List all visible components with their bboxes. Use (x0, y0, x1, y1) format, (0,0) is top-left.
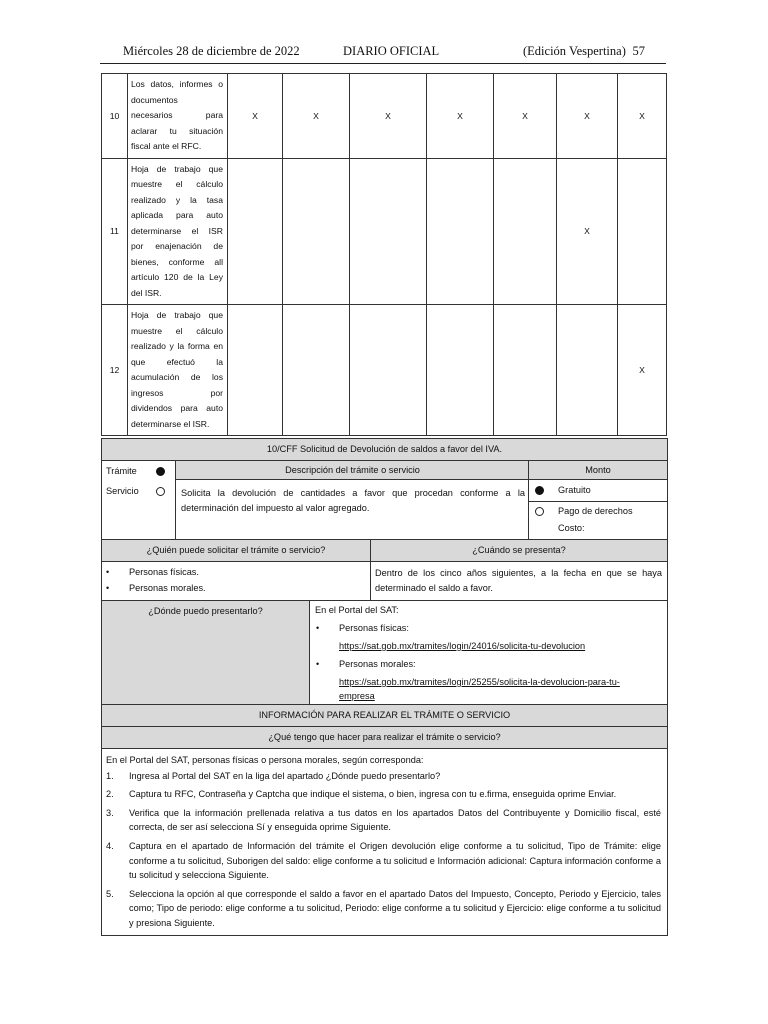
description-line: necesarios para (131, 110, 223, 120)
steps-list (102, 769, 661, 931)
description-line: por enajenación de (131, 241, 223, 251)
amount-cell (528, 461, 667, 539)
step-item (102, 887, 661, 931)
where-header: ¿Dónde puedo presentarlo? (102, 601, 309, 704)
header-title: DIARIO OFICIAL (343, 44, 440, 58)
who-item-morales: Personas morales. (129, 583, 206, 593)
description-line: Hoja de trabajo que (131, 310, 223, 320)
where-cell (309, 601, 667, 704)
description-line: determinarse el ISR (131, 225, 223, 236)
step-number: 4. (106, 840, 114, 851)
tramite-radio[interactable] (156, 467, 165, 476)
description-line: documentos (131, 94, 178, 105)
description-line: realizado y la tasa (131, 194, 223, 205)
description-line: del ISR. (131, 287, 162, 298)
mark-cell: X (283, 74, 350, 159)
description-line: Los datos, informes o (131, 79, 223, 89)
amount-header: Monto (529, 461, 667, 480)
page-header (123, 42, 645, 62)
type-row (102, 461, 667, 540)
mark-cell (228, 158, 283, 305)
where-morales-label: Personas morales: (339, 659, 416, 669)
row-number: 12 (102, 305, 128, 436)
step-item (102, 806, 661, 835)
description-line: fiscal ante el RFC. (131, 141, 202, 151)
servicio-radio[interactable] (156, 487, 165, 496)
description-line: bienes, conforme all (131, 256, 223, 267)
table-row (102, 74, 667, 159)
gratuito-label: Gratuito (558, 485, 591, 495)
where-fisicas-label: Personas físicas: (339, 623, 409, 633)
tramite-label: Trámite (106, 466, 137, 476)
step-item (102, 769, 661, 784)
description-line: que efectuó la (131, 356, 223, 367)
bullet-icon: • (106, 567, 110, 577)
when-text: Dentro de los cinco años siguientes, a la fecha en que se haya determinado el saldo a favor. (375, 568, 662, 593)
who-cell (102, 562, 370, 600)
bullet-icon: • (316, 659, 320, 669)
where-morales-link[interactable]: https://sat.gob.mx/tramites/login/25255/solicita-la-devolucion-para-tu- (339, 677, 620, 687)
info-header-row (102, 705, 667, 727)
gratuito-option[interactable] (529, 480, 667, 502)
mark-cell: X (618, 305, 667, 436)
type-cell (102, 461, 175, 539)
mark-cell: X (618, 74, 667, 159)
mark-cell (283, 305, 350, 436)
step-text: Selecciona la opción al que corresponde el saldo a favor en el apartado Datos del Impuesto, Concepto, Periodo y Ejercicio, tales como; Tipo de periodo: elige conforme a tu solicitud, Periodo: elige conforme a tu solicitud y Ejercicio: elige conforme a tu solicitud y presiona Siguiente. (129, 888, 661, 928)
row-description (128, 74, 228, 159)
mark-cell (350, 305, 427, 436)
when-header: ¿Cuándo se presenta? (370, 540, 667, 561)
description-line: ingresos por (131, 387, 223, 398)
what-header: ¿Qué tengo que hacer para realizar el trámite o servicio? (268, 732, 501, 742)
row-description (128, 305, 228, 436)
description-line: dividendos para auto (131, 403, 223, 413)
form-title: 10/CFF Solicitud de Devolución de saldos a favor del IVA. (266, 444, 503, 454)
where-morales-link-cont[interactable]: empresa (339, 691, 375, 701)
step-item (102, 839, 661, 883)
mark-cell (427, 158, 494, 305)
mark-cell (283, 158, 350, 305)
info-header: INFORMACIÓN PARA REALIZAR EL TRÁMITE O SERVICIO (258, 710, 511, 720)
description-header: Descripción del trámite o servicio (176, 461, 529, 480)
gratuito-radio[interactable] (535, 486, 544, 495)
step-text: Captura tu RFC, Contraseña y Captcha que indique el sistema, o bien, ingresa con tu e.firma, enseguida oprime Enviar. (129, 789, 617, 800)
row-number: 11 (102, 158, 128, 305)
description-line: acumulación de los (131, 372, 223, 382)
mark-cell (228, 305, 283, 436)
step-number: 5. (106, 888, 114, 899)
when-cell (370, 562, 667, 600)
step-number: 1. (106, 770, 114, 781)
header-edition: (Edición Vespertina) (523, 44, 626, 58)
bullet-icon: • (106, 583, 110, 593)
description-line: realizado y la forma en (131, 341, 223, 351)
header-date: Miércoles 28 de diciembre de 2022 (123, 44, 300, 58)
row-number: 10 (102, 74, 128, 159)
step-text: Verifica que la información prellenada relativa a tus datos en los apartados Datos del Contribuyente y Domicilio fiscal, esté correcta, de ser así selecciona Sí y enseguida oprime Siguiente. (129, 807, 661, 833)
mark-cell (618, 158, 667, 305)
description-line: Hoja de trabajo que (131, 163, 223, 174)
header-rule (100, 63, 666, 64)
table-row (102, 305, 667, 436)
mark-cell (350, 158, 427, 305)
mark-cell (427, 305, 494, 436)
bullet-icon: • (316, 623, 320, 633)
costo-label: Costo: (558, 523, 585, 533)
description-line: muestre el cálculo (131, 179, 223, 189)
mark-cell: X (557, 74, 618, 159)
header-page-number: 57 (632, 44, 645, 58)
form-title-row (102, 439, 667, 461)
description-line: aclarar tu situación (131, 125, 223, 136)
mark-cell: X (350, 74, 427, 159)
step-text: Ingresa al Portal del SAT en la liga del apartado ¿Dónde puedo presentarlo? (129, 770, 441, 781)
pago-radio[interactable] (535, 507, 544, 516)
what-header-row (102, 727, 667, 749)
description-line: artículo 120 de la Ley (131, 272, 223, 282)
description-line: muestre el cálculo (131, 325, 223, 336)
pago-label: Pago de derechos (558, 506, 633, 516)
who-when-row (102, 562, 667, 601)
mark-cell (557, 305, 618, 436)
who-item-fisicas: Personas físicas. (129, 567, 199, 577)
where-intro: En el Portal del SAT: (315, 605, 399, 615)
procedure-form (101, 438, 668, 936)
steps-section (102, 749, 667, 935)
servicio-label: Servicio (106, 486, 139, 496)
mark-cell (494, 305, 557, 436)
requirements-table (101, 73, 667, 436)
step-number: 2. (106, 789, 114, 800)
table-row (102, 158, 667, 305)
row-description (128, 158, 228, 305)
description-cell (175, 461, 529, 539)
mark-cell: X (494, 74, 557, 159)
who-when-header-row (102, 540, 667, 562)
steps-intro: En el Portal del SAT, personas físicas o persona morales, según corresponda: (106, 755, 424, 765)
description-line: aplicada para auto (131, 210, 223, 220)
description-line: determinarse el ISR. (131, 418, 210, 429)
step-item (102, 787, 661, 802)
mark-cell: X (427, 74, 494, 159)
mark-cell: X (228, 74, 283, 159)
where-fisicas-link[interactable]: https://sat.gob.mx/tramites/login/24016/solicita-tu-devolucion (339, 641, 586, 651)
description-text: Solicita la devolución de cantidades a favor que procedan conforme a la determinación del impuesto al valor agregado. (181, 488, 525, 513)
step-text: Captura en el apartado de Información del trámite el Origen devolución elige conforme a tu solicitud, Tipo de Trámite: elige conforme a tu solicitud, Suborigen del saldo: elige conforme a tu solicitud e Información adicional: Captura información conforme a tu solicitud y selecciona Siguiente. (129, 840, 661, 881)
mark-cell (494, 158, 557, 305)
who-header: ¿Quién puede solicitar el trámite o servicio? (146, 545, 326, 555)
step-number: 3. (106, 807, 114, 818)
where-row (102, 601, 667, 705)
mark-cell: X (557, 158, 618, 305)
